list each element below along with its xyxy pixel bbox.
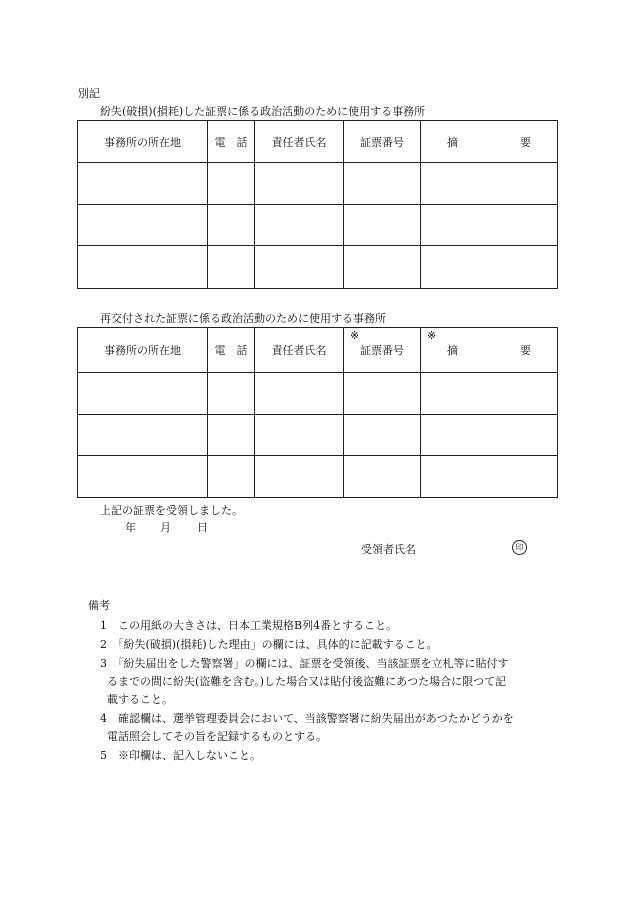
table-cell[interactable] [255, 456, 344, 498]
table-cell[interactable] [421, 456, 558, 498]
table-cell[interactable] [78, 415, 208, 456]
table-row [78, 373, 558, 415]
table-cell[interactable] [78, 205, 208, 246]
table-cell[interactable] [421, 163, 558, 205]
table-cell[interactable] [208, 163, 255, 205]
summary-left-char: 摘 [447, 135, 458, 149]
table-row [78, 205, 558, 246]
remark-item-continued: 載すること。 [107, 693, 173, 706]
table-cell[interactable] [255, 246, 344, 289]
remark-item: 2 「紛失(破損)(損耗)した理由」の欄には、具体的に記載すること。 [100, 638, 438, 651]
summary-right-char: 要 [520, 344, 531, 357]
table-cell[interactable] [208, 415, 255, 456]
table-row [78, 246, 558, 289]
table-header-row [78, 121, 558, 163]
table-cell[interactable] [255, 205, 344, 246]
header-office-location: 事務所の所在地 [78, 121, 208, 163]
date-year-label: 年 [125, 521, 136, 534]
table-cell[interactable] [344, 163, 421, 205]
table-cell[interactable] [344, 246, 421, 289]
remark-item: 1 この用紙の大きさは、日本工業規格B列4番とすること。 [100, 619, 398, 632]
section1-title: 紛失(破損)(損耗)した証票に係る政治活動のために使用する事務所 [100, 105, 426, 118]
reissued-certificate-office-table [77, 327, 558, 498]
table-cell[interactable] [421, 373, 558, 415]
table-cell[interactable] [208, 373, 255, 415]
table-cell[interactable] [78, 163, 208, 205]
header-phone: 電 話 [208, 328, 255, 373]
table-cell[interactable] [255, 373, 344, 415]
table-cell[interactable] [255, 163, 344, 205]
header-responsible-person: 責任者氏名 [255, 121, 344, 163]
table-cell[interactable] [78, 456, 208, 498]
table-cell[interactable] [78, 246, 208, 289]
table-header-row [78, 328, 558, 373]
table-cell[interactable] [344, 205, 421, 246]
table-row [78, 415, 558, 456]
header-responsible-person: 責任者氏名 [255, 328, 344, 373]
remarks-title: 備考 [88, 599, 110, 612]
table-cell[interactable] [421, 246, 558, 289]
header-phone: 電 話 [208, 121, 255, 163]
header-office-location: 事務所の所在地 [78, 328, 208, 373]
table-row [78, 456, 558, 498]
remark-item: 5 ※印欄は、記入しないこと。 [100, 749, 261, 762]
header-certificate-number-marked [344, 328, 421, 373]
remark-item-continued: るまでの間に紛失(盗難を含む。)した場合又は貼付後盗難にあつた場合に限つて記 [107, 675, 507, 688]
table-row [78, 163, 558, 205]
summary-right-char: 要 [520, 135, 531, 149]
remark-item: 3 「紛失届出をした警察署」の欄には、証票を受領後、当該証票を立札等に貼付す [100, 657, 509, 670]
table-cell[interactable] [208, 246, 255, 289]
header-certificate-number: 証票番号 [344, 121, 421, 163]
table-cell[interactable] [208, 205, 255, 246]
seal-mark: 印 [512, 540, 527, 555]
table-cell[interactable] [421, 205, 558, 246]
section2-title: 再交付された証票に係る政治活動のために使用する事務所 [100, 312, 386, 325]
table-cell[interactable] [344, 456, 421, 498]
remark-item-continued: 電話照会してその旨を記録するものとする。 [107, 730, 327, 743]
header-summary [421, 121, 558, 163]
remark-item: 4 確認欄は、選挙管理委員会において、当該警察署に紛失届出があつたかどうかを [100, 712, 514, 725]
table-cell[interactable] [78, 373, 208, 415]
summary-left-char: 摘 [447, 344, 458, 357]
header-certificate-number: 証票番号 [360, 344, 404, 357]
appendix-label: 別記 [78, 87, 100, 100]
table-cell[interactable] [344, 415, 421, 456]
header-summary-marked [421, 328, 558, 373]
receipt-statement: 上記の証票を受領しました。 [100, 504, 243, 517]
date-day-label: 日 [197, 521, 208, 534]
table-cell[interactable] [255, 415, 344, 456]
recipient-name-label: 受領者氏名 [361, 543, 416, 556]
lost-certificate-office-table [77, 120, 558, 289]
table-cell[interactable] [344, 373, 421, 415]
table-cell[interactable] [421, 415, 558, 456]
table-cell[interactable] [208, 456, 255, 498]
note-mark: ※ [350, 329, 360, 342]
date-month-label: 月 [160, 521, 171, 534]
note-mark: ※ [427, 329, 437, 342]
